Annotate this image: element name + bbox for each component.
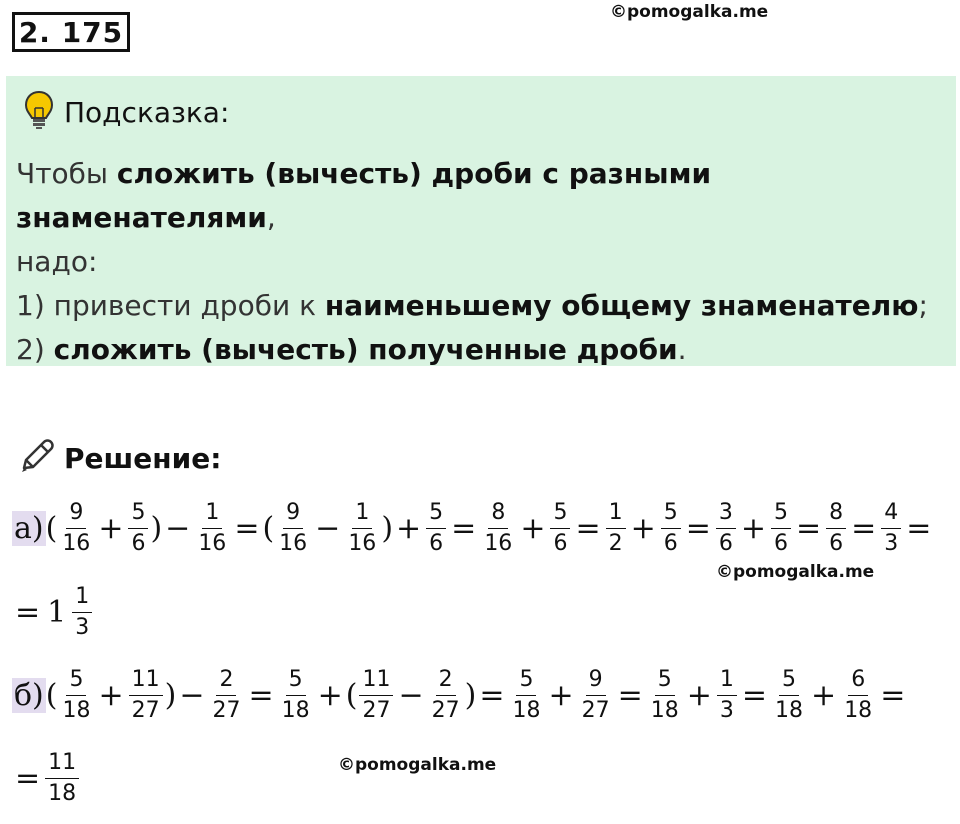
task-number: 2. 175 xyxy=(12,12,130,52)
fraction xyxy=(128,500,148,557)
denominator: 27 xyxy=(362,698,391,723)
numerator: 9 xyxy=(283,500,303,529)
fraction xyxy=(45,750,79,807)
operator: − xyxy=(315,511,341,546)
operator: = xyxy=(685,511,711,546)
solution-header xyxy=(16,436,221,481)
fraction xyxy=(717,667,737,724)
hint-line xyxy=(16,328,956,372)
denominator: 6 xyxy=(718,531,733,556)
whole-part: 1 xyxy=(47,595,67,630)
denominator: 6 xyxy=(663,531,678,556)
parenthesis: ( xyxy=(45,678,58,713)
hint-text: , xyxy=(266,201,276,234)
denominator: 3 xyxy=(75,615,90,640)
fraction xyxy=(279,667,313,724)
denominator: 2 xyxy=(608,531,623,556)
fraction xyxy=(648,667,682,724)
hint-line xyxy=(16,284,956,328)
numerator: 3 xyxy=(716,500,736,529)
numerator: 5 xyxy=(655,667,675,696)
numerator: 5 xyxy=(286,667,306,696)
hint-text: 2) xyxy=(16,333,54,366)
parenthesis: ) xyxy=(464,678,477,713)
denominator: 6 xyxy=(774,531,789,556)
denominator: 16 xyxy=(279,531,308,556)
denominator: 3 xyxy=(884,531,899,556)
numerator: 5 xyxy=(661,500,681,529)
operator: = xyxy=(575,511,601,546)
fraction xyxy=(59,500,93,557)
denominator: 27 xyxy=(131,698,160,723)
operator: = xyxy=(741,678,768,713)
hint-body xyxy=(16,152,956,372)
operator: = xyxy=(15,595,41,630)
denominator: 18 xyxy=(48,781,77,806)
fraction xyxy=(841,667,875,724)
fraction xyxy=(579,667,613,724)
operator: + xyxy=(630,511,656,546)
hint-text: Чтобы xyxy=(16,157,117,190)
fraction xyxy=(195,500,229,557)
solution-row-a-continued xyxy=(12,584,94,641)
parenthesis: ( xyxy=(345,678,358,713)
denominator: 3 xyxy=(719,698,734,723)
numerator: 6 xyxy=(848,667,868,696)
operator: − xyxy=(165,511,191,546)
numerator: 2 xyxy=(436,667,456,696)
fraction xyxy=(509,667,543,724)
numerator: 1 xyxy=(352,500,372,529)
hint-text: 1) привести дроби к xyxy=(16,289,325,322)
denominator: 16 xyxy=(198,531,227,556)
numerator: 5 xyxy=(66,667,86,696)
operator: + xyxy=(548,678,574,713)
fraction xyxy=(72,584,92,641)
hint-text: надо: xyxy=(16,245,98,278)
fraction xyxy=(771,500,791,557)
fraction xyxy=(481,500,515,557)
fraction xyxy=(716,500,736,557)
denominator: 18 xyxy=(775,698,804,723)
fraction xyxy=(129,667,163,724)
parenthesis: ) xyxy=(150,511,163,546)
denominator: 18 xyxy=(844,698,873,723)
numerator: 9 xyxy=(66,500,86,529)
numerator: 1 xyxy=(72,584,92,613)
operator: = xyxy=(234,511,260,546)
hint-line xyxy=(16,152,956,240)
denominator: 27 xyxy=(431,698,460,723)
operator: + xyxy=(98,511,124,546)
numerator: 1 xyxy=(717,667,737,696)
solution-row-b xyxy=(12,667,908,724)
fraction xyxy=(881,500,901,557)
hint-text: ; xyxy=(918,289,928,322)
numerator: 1 xyxy=(202,500,222,529)
watermark: ©pomogalka.me xyxy=(610,2,769,22)
denominator: 16 xyxy=(484,531,513,556)
fraction xyxy=(426,500,446,557)
item-label: б) xyxy=(14,678,44,713)
operator: + xyxy=(396,511,422,546)
numerator: 8 xyxy=(488,500,508,529)
numerator: 2 xyxy=(216,667,236,696)
operator: + xyxy=(686,678,712,713)
operator: + xyxy=(520,511,546,546)
denominator: 6 xyxy=(829,531,844,556)
parenthesis: ) xyxy=(164,678,177,713)
operator: = xyxy=(880,678,906,713)
fraction xyxy=(209,667,243,724)
fraction xyxy=(661,500,681,557)
hint-line xyxy=(16,240,956,284)
operator: = xyxy=(617,678,643,713)
fraction xyxy=(772,667,806,724)
operator: − xyxy=(398,678,424,713)
operator: − xyxy=(179,678,205,713)
fraction xyxy=(59,667,93,724)
fraction xyxy=(359,667,393,724)
operator: = xyxy=(906,511,932,546)
hint-emphasis: сложить (вычесть) полученные дроби xyxy=(53,333,678,366)
solution-row-b-continued xyxy=(12,750,81,807)
denominator: 6 xyxy=(553,531,568,556)
operator: = xyxy=(796,511,822,546)
hint-box xyxy=(6,76,956,366)
numerator: 5 xyxy=(550,500,570,529)
watermark: ©pomogalka.me xyxy=(716,562,875,582)
pencil-icon xyxy=(16,436,56,481)
numerator: 4 xyxy=(881,500,901,529)
denominator: 18 xyxy=(62,698,91,723)
parenthesis: ( xyxy=(262,511,275,546)
numerator: 11 xyxy=(359,667,393,696)
numerator: 5 xyxy=(779,667,799,696)
parenthesis: ( xyxy=(45,511,58,546)
fraction xyxy=(345,500,379,557)
denominator: 18 xyxy=(512,698,541,723)
denominator: 6 xyxy=(429,531,444,556)
watermark: ©pomogalka.me xyxy=(338,755,497,775)
denominator: 16 xyxy=(62,531,91,556)
solution-title: Решение: xyxy=(64,442,222,475)
denominator: 16 xyxy=(348,531,377,556)
fraction xyxy=(276,500,310,557)
denominator: 27 xyxy=(212,698,241,723)
operator: + xyxy=(811,678,837,713)
numerator: 5 xyxy=(516,667,536,696)
hint-header xyxy=(24,90,229,135)
hint-emphasis: сложить (вычесть) дроби с разными знаменателями xyxy=(16,157,712,234)
operator: = xyxy=(479,678,505,713)
fraction xyxy=(429,667,463,724)
parenthesis: ) xyxy=(381,511,394,546)
operator: + xyxy=(98,678,124,713)
denominator: 6 xyxy=(131,531,146,556)
hint-emphasis: наименьшему общему знаменателю xyxy=(324,289,919,322)
operator: + xyxy=(740,511,767,546)
lightbulb-icon xyxy=(24,90,54,135)
fraction xyxy=(550,500,570,557)
numerator: 5 xyxy=(426,500,446,529)
numerator: 8 xyxy=(826,500,846,529)
numerator: 5 xyxy=(771,500,791,529)
hint-text: . xyxy=(677,333,687,366)
fraction xyxy=(826,500,846,557)
operator: = xyxy=(851,511,877,546)
numerator: 9 xyxy=(586,667,606,696)
operator: = xyxy=(248,678,274,713)
item-label: а) xyxy=(14,511,44,546)
operator: = xyxy=(451,511,477,546)
numerator: 11 xyxy=(45,750,79,779)
solution-row-a xyxy=(12,500,934,557)
operator: + xyxy=(317,678,343,713)
numerator: 5 xyxy=(128,500,148,529)
numerator: 11 xyxy=(129,667,163,696)
denominator: 18 xyxy=(281,698,310,723)
operator: = xyxy=(15,761,41,796)
denominator: 18 xyxy=(650,698,679,723)
hint-title: Подсказка: xyxy=(64,96,230,129)
fraction xyxy=(606,500,626,557)
denominator: 27 xyxy=(581,698,610,723)
numerator: 1 xyxy=(606,500,626,529)
